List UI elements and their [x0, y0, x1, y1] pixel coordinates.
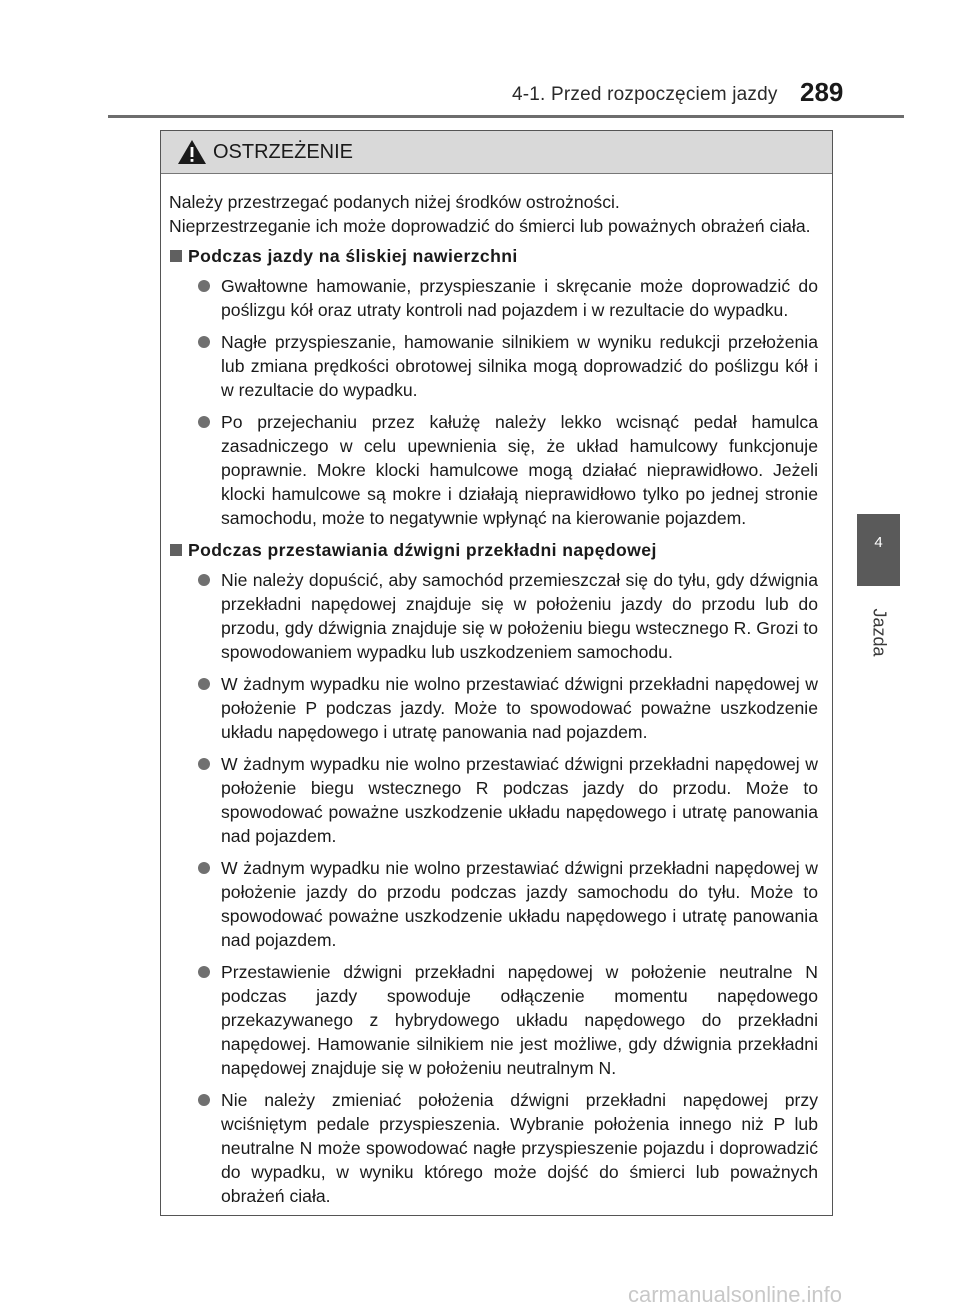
warning-body	[161, 174, 832, 1208]
bullet-item	[169, 1088, 818, 1208]
header-rule	[108, 115, 904, 118]
bullet-item	[169, 410, 818, 530]
bullet-text: W żadnym wypadku nie wolno przestawiać dźwigni przekładni napędowej w położenie biegu wstecznego R podczas jazdy do przodu. Może to spowodować poważne uszkodzenie układu napędowego i utratę panowania nad pojazdem.	[221, 754, 818, 846]
bullet-text: W żadnym wypadku nie wolno przestawiać dźwigni przekładni napędowej w położenie P podczas jazdy. Może to spowodować poważne uszkodzenie układu napędowego i utratę panowania nad pojazdem.	[221, 674, 818, 742]
section-heading	[169, 244, 818, 268]
section-heading-text: Podczas jazdy na śliskiej nawierzchni	[188, 246, 518, 266]
bullet-text: Po przejechaniu przez kałużę należy lekko wcisnąć pedał hamulca zasadniczego w celu upewnienia się, że układ hamulcowy funkcjonuje poprawnie. Mokre klocki hamulcowe mogą działać nieprawidłowo. Jeżeli klocki hamulcowe są mokre i działają nieprawidłowo tylko po jednej stronie samochodu, może to negatywnie wpłynąć na kierowanie pojazdem.	[221, 412, 818, 528]
bullet-item	[169, 274, 818, 322]
round-bullet-icon	[198, 758, 210, 770]
round-bullet-icon	[198, 336, 210, 348]
bullet-list	[169, 568, 818, 1208]
bullet-item	[169, 672, 818, 744]
warning-title: OSTRZEŻENIE	[213, 140, 354, 163]
round-bullet-icon	[198, 678, 210, 690]
warning-header	[161, 131, 832, 174]
chapter-number: 4	[874, 534, 883, 551]
round-bullet-icon	[198, 280, 210, 292]
bullet-list	[169, 274, 818, 530]
round-bullet-icon	[198, 1094, 210, 1106]
intro-line: Należy przestrzegać podanych niżej środków ostrożności.	[169, 192, 620, 212]
section-heading	[169, 538, 818, 562]
round-bullet-icon	[198, 416, 210, 428]
bullet-text: Nie należy zmieniać położenia dźwigni przekładni napędowej przy wciśniętym pedale przyspieszenia. Wybranie położenia innego niż P lub neutralne N może spowodować nagłe przyspieszenie pojazdu i doprowadzić do wypadku, w wyniku którego może dojść do śmierci lub poważnych obrażeń ciała.	[221, 1090, 818, 1206]
bullet-text: Nagłe przyspieszanie, hamowanie silnikiem w wyniku redukcji przełożenia lub zmiana prędkości obrotowej silnika mogą doprowadzić do poślizgu kół i w rezultacie do wypadku.	[221, 332, 818, 400]
page-header	[0, 0, 960, 120]
bullet-item	[169, 330, 818, 402]
bullet-text: Nie należy dopuścić, aby samochód przemieszczał się do tyłu, gdy dźwignia przekładni napędowej znajduje się w położeniu jazdy do przodu lub do przodu, gdy dźwignia znajduje się w położeniu biegu wstecznego R. Grozi to spowodowaniem wypadku lub uszkodzeniem samochodu.	[221, 570, 818, 662]
bullet-text: Przestawienie dźwigni przekładni napędowej w położenie neutralne N podczas jazdy spowoduje odłączenie momentu napędowego przekazywanego z hybrydowego układu napędowego do przekładni napędowej. Hamowanie silnikiem nie jest możliwe, gdy dźwignia przekładni napędowej znajduje się w położeniu neutralnym N.	[221, 962, 818, 1078]
round-bullet-icon	[198, 966, 210, 978]
square-bullet-icon	[170, 250, 182, 262]
round-bullet-icon	[198, 862, 210, 874]
bullet-item	[169, 752, 818, 848]
bullet-item	[169, 856, 818, 952]
section-title: 4-1. Przed rozpoczęciem jazdy	[512, 84, 778, 105]
bullet-item	[169, 568, 818, 664]
warning-triangle-icon	[177, 139, 207, 165]
round-bullet-icon	[198, 574, 210, 586]
bullet-item	[169, 960, 818, 1080]
warning-intro	[169, 190, 818, 238]
square-bullet-icon	[170, 544, 182, 556]
page-number: 289	[800, 77, 844, 107]
intro-line: Nieprzestrzeganie ich może doprowadzić do śmierci lub poważnych obrażeń ciała.	[169, 216, 811, 236]
section-heading-text: Podczas przestawiania dźwigni przekładni napędowej	[188, 540, 657, 560]
bullet-text: W żadnym wypadku nie wolno przestawiać dźwigni przekładni napędowej w położenie jazdy do przodu podczas jazdy samochodu do tyłu. Może to spowodować poważne uszkodzenie układu napędowego i utratę panowania nad pojazdem.	[221, 858, 818, 950]
bullet-text: Gwałtowne hamowanie, przyspieszanie i skręcanie może doprowadzić do poślizgu kół oraz utraty kontroli nad pojazdem i w rezultacie do wypadku.	[221, 276, 818, 320]
watermark: carmanualsonline.info	[628, 1282, 843, 1307]
chapter-label: Jazda	[869, 608, 890, 657]
warning-box	[160, 130, 833, 1216]
warning-sections	[169, 244, 818, 1208]
chapter-tab[interactable]	[857, 514, 900, 586]
